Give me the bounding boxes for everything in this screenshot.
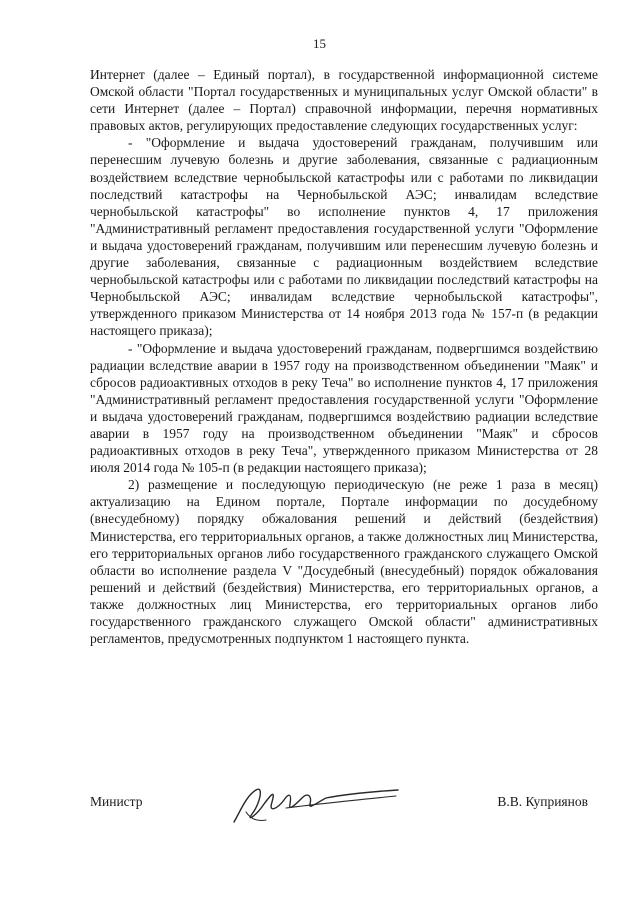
- page-number: 15: [313, 36, 326, 51]
- paragraph-chernobyl-service: - "Оформление и выдача удостоверений гражданам, получившим или перенесшим лучевую болезнь и другие заболевания, связанные с радиационным воздействием вследствие чернобыльской катастрофы или с работами по ликвидации последствий катастрофы на Чернобыльской АЭС; инвалидам вследствие чернобыльской катастрофы" во исполнение пунктов 4, 17 приложения "Административный регламент предоставления государственной услуги "Оформление и выдача удостоверений гражданам, получившим или перенесшим лучевую болезнь и другие заболевания, связанные с радиационным воздействием вследствие чернобыльской катастрофы или с работами по ликвидации последствий катастрофы на Чернобыльской АЭС; инвалидам вследствие чернобыльской катастрофы", утвержденного приказом Министерства от 14 ноября 2013 года № 157-п (в редакции настоящего приказа);: [90, 135, 598, 339]
- signature-block: [90, 788, 598, 828]
- paragraph-appeal-procedure: 2) размещение и последующую периодическую (не реже 1 раза в месяц) актуализацию на Едином портале, Портале информации по досудебному (внесудебному) порядку обжалования решений и действий (бездействия) Министерства, его территориальных органов, а также должностных лиц Министерства, его территориальных органов либо государственного гражданского служащего Омской области во исполнение раздела V "Досудебный (внесудебный) порядок обжалования решений и действий (бездействия) Министерства, его территориальных органов, а также должностных лиц Министерства, его территориальных органов либо государственного гражданского служащего Омской области" административных регламентов, предусмотренных подпунктом 1 настоящего пункта.: [90, 477, 598, 647]
- paragraph-intro: Интернет (далее – Единый портал), в государственной информационной системе Омской области "Портал государственных и муниципальных услуг Омской области" в сети Интернет (далее – Портал) справочной информации, перечня нормативных правовых актов, регулирующих предоставление следующих государственных услуг:: [90, 67, 598, 134]
- signer-title: Министр: [90, 794, 143, 809]
- handwritten-signature-icon: [226, 782, 406, 828]
- document-body: [90, 66, 598, 647]
- paragraph-mayak-service: - "Оформление и выдача удостоверений гражданам, подвергшимся воздействию радиации вследствие аварии в 1957 году на производственном объединении "Маяк" и сбросов радиоактивных отходов в реку Теча" во исполнение пунктов 4, 17 приложения "Административный регламент предоставления государственной услуги "Оформление и выдача удостоверений гражданам, подвергшимся воздействию радиации вследствие аварии в 1957 году на производственном объединении "Маяк" и сбросов радиоактивных отходов в реку Теча", утвержденного приказом Министерства от 28 июля 2014 года № 105-п (в редакции настоящего приказа);: [90, 340, 598, 476]
- signer-name: В.В. Куприянов: [497, 794, 588, 809]
